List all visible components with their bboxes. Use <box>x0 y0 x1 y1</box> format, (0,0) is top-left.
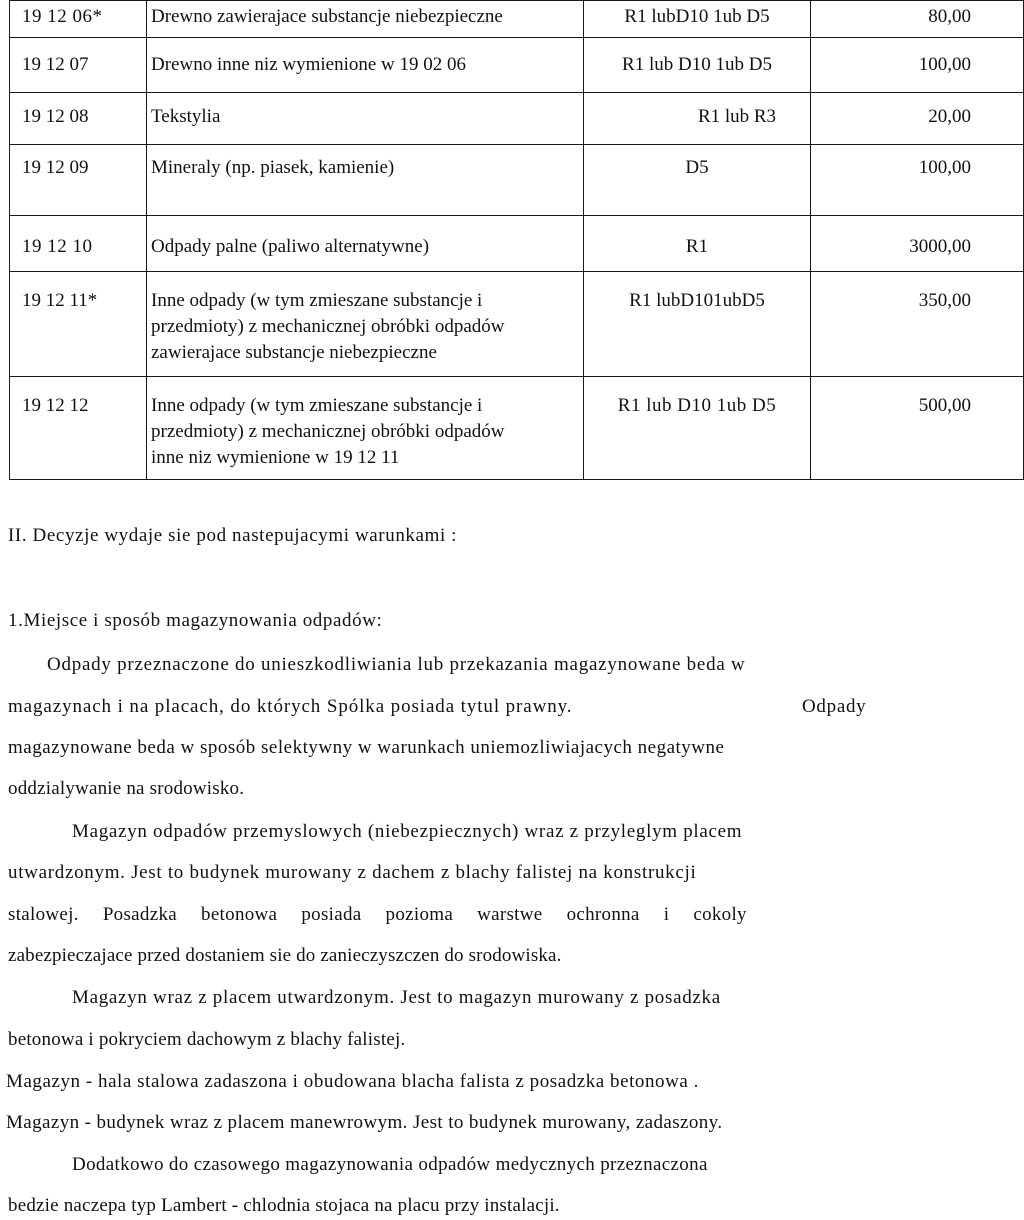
body-text <box>8 0 953 1220</box>
paragraph-line: Odpady <box>802 696 867 717</box>
waste-quantity: 3000,00 <box>811 216 1024 272</box>
waste-process: R1 lubD101ubD5 <box>584 272 811 377</box>
waste-code: 19 12 07 <box>10 38 147 93</box>
paragraph-line: stalowej. Posadzka betonowa posiada pozioma warstwe ochronna i cokoly <box>8 904 747 925</box>
waste-name: Drewno inne niz wymienione w 19 02 06 <box>147 38 584 93</box>
paragraph-line: utwardzonym. Jest to budynek murowany z dachem z blachy falistej na konstrukcji <box>8 862 697 883</box>
waste-name-line: inne niz wymienione w 19 12 11 <box>151 447 400 468</box>
subheading: 1.Miejsce i sposób magazynowania odpadów: <box>8 610 383 631</box>
paragraph-line: Magazyn - hala stalowa zadaszona i obudowana blacha falista z posadzka betonowa . <box>6 1071 699 1092</box>
section-heading: II. Decyzje wydaje sie pod nastepujacymi warunkami : <box>8 525 458 546</box>
waste-name-line: zawierajace substancje niebezpieczne <box>151 342 437 363</box>
waste-name: Mineraly (np. piasek, kamienie) <box>147 145 584 216</box>
waste-quantity: 350,00 <box>811 272 1024 377</box>
waste-quantity: 100,00 <box>811 145 1024 216</box>
waste-quantity: 500,00 <box>811 377 1024 480</box>
waste-name: Drewno zawierajace substancje niebezpieczne <box>147 1 584 38</box>
paragraph-line: Dodatkowo do czasowego magazynowania odpadów medycznych przeznaczona <box>72 1154 708 1175</box>
waste-code: 19 12 12 <box>10 377 147 480</box>
waste-process: R1 lub D10 1ub D5 <box>584 38 811 93</box>
paragraph-line: Magazyn odpadów przemyslowych (niebezpiecznych) wraz z przyleglym placem <box>72 821 743 842</box>
waste-process: R1 lub D10 1ub D5 <box>584 377 811 480</box>
paragraph-line: magazynach i na placach, do których Spólka posiada tytul prawny. <box>8 696 573 717</box>
waste-name: Odpady palne (paliwo alternatywne) <box>147 216 584 272</box>
waste-process: R1 <box>584 216 811 272</box>
waste-code: 19 12 09 <box>10 145 147 216</box>
waste-quantity: 100,00 <box>811 38 1024 93</box>
paragraph-line: Odpady przeznaczone do unieszkodliwiania lub przekazania magazynowane beda w <box>47 654 746 675</box>
waste-code: 19 12 08 <box>10 93 147 145</box>
paragraph-line: betonowa i pokryciem dachowym z blachy falistej. <box>8 1029 406 1050</box>
paragraph-line: oddzialywanie na srodowisko. <box>8 778 245 799</box>
waste-name-line: Inne odpady (w tym zmieszane substancje i <box>151 395 483 416</box>
paragraph-line: Magazyn wraz z placem utwardzonym. Jest to magazyn murowany z posadzka <box>72 987 721 1008</box>
waste-process: R1 lubD10 1ub D5 <box>584 1 811 38</box>
waste-name: Tekstylia <box>147 93 584 145</box>
waste-code: 19 12 06* <box>10 1 147 38</box>
waste-name-line: Inne odpady (w tym zmieszane substancje i <box>151 290 483 311</box>
waste-name-line: przedmioty) z mechanicznej obróbki odpadów <box>151 421 505 442</box>
waste-quantity: 20,00 <box>811 93 1024 145</box>
waste-quantity: 80,00 <box>811 1 1024 38</box>
waste-code: 19 12 11* <box>10 272 147 377</box>
waste-code: 19 12 10 <box>10 216 147 272</box>
waste-process: R1 lub R3 <box>584 93 811 145</box>
waste-name-line: przedmioty) z mechanicznej obróbki odpadów <box>151 316 505 337</box>
paragraph-line: zabezpieczajace przed dostaniem sie do zanieczyszczen do srodowiska. <box>8 945 562 966</box>
paragraph-line: Magazyn - budynek wraz z placem manewrowym. Jest to budynek murowany, zadaszony. <box>6 1112 723 1133</box>
paragraph-line: magazynowane beda w sposób selektywny w warunkach uniemozliwiajacych negatywne <box>8 737 725 758</box>
waste-process: D5 <box>584 145 811 216</box>
paragraph-line: bedzie naczepa typ Lambert - chlodnia stojaca na placu przy instalacji. <box>8 1195 560 1216</box>
